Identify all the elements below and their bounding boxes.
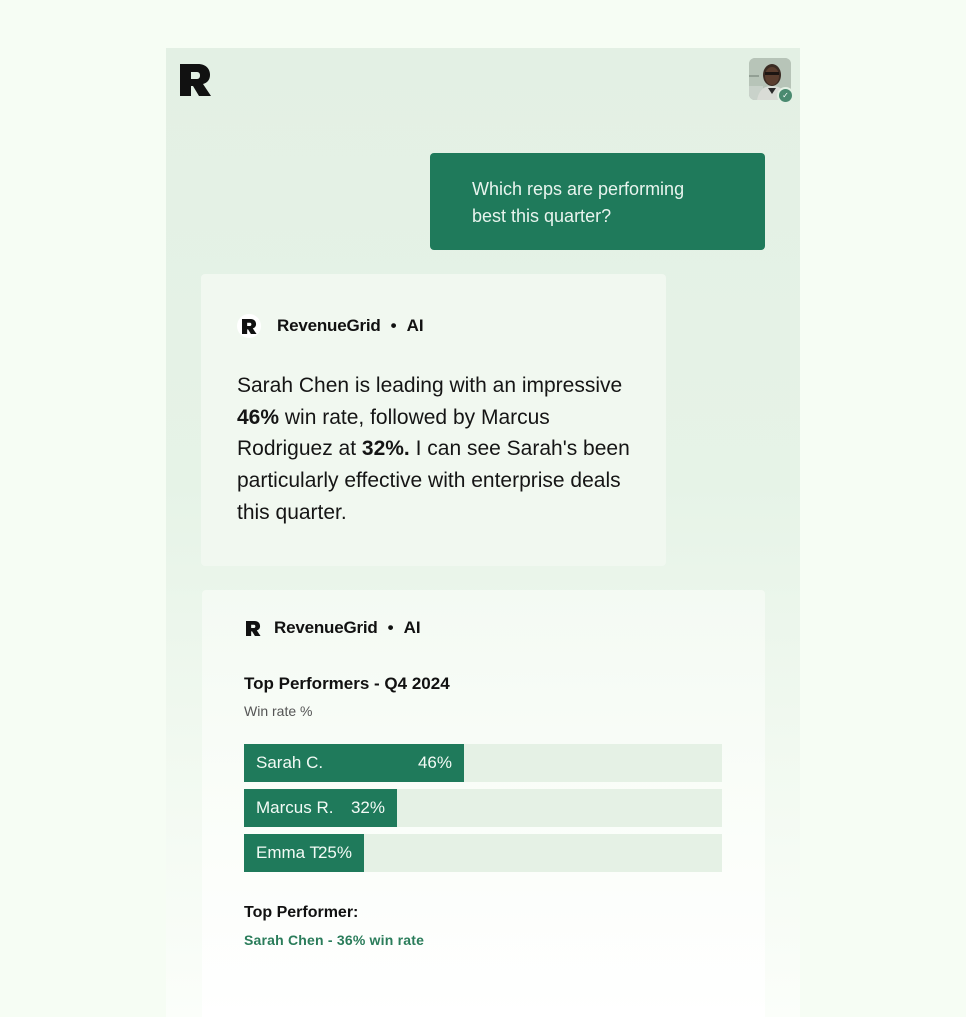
- brand-name: RevenueGrid: [274, 618, 378, 637]
- bar-label: Emma T.: [256, 843, 323, 862]
- chart-card: [202, 590, 765, 1017]
- ai-text-part: I can see Sarah's been particularly effective with enterprise deals this quarter.: [237, 437, 630, 524]
- bar-value-label: 25%: [317, 843, 352, 862]
- ai-text-highlight-second: 32%.: [361, 437, 410, 461]
- bar-fill: [244, 789, 397, 827]
- ai-text-part: win rate, followed by Marcus Rodriguez at: [237, 405, 550, 461]
- top-performer-value: Sarah Chen - 36% win rate: [244, 932, 425, 948]
- chart-brand-row: [244, 616, 421, 640]
- user-message-text: Which reps are performing best this quarter?: [472, 179, 685, 226]
- bar-row: [244, 834, 722, 872]
- ai-response-card: [201, 274, 666, 566]
- ai-tag: AI: [406, 316, 424, 335]
- ai-brand-row: [237, 314, 424, 338]
- brand-separator: •: [390, 316, 397, 335]
- bar-fill: [244, 834, 364, 872]
- revenuegrid-logo-icon[interactable]: [180, 64, 212, 96]
- chat-panel: [166, 48, 800, 1017]
- chart-subtitle: Win rate %: [244, 703, 313, 719]
- bar-row: [244, 789, 722, 827]
- bar-label: Sarah C.: [256, 753, 324, 772]
- brand-separator: •: [387, 618, 394, 637]
- bar-fill: [244, 744, 464, 782]
- verified-check-icon: ✓: [777, 87, 794, 104]
- ai-text-highlight-win-rate: 46%: [237, 405, 280, 429]
- revenuegrid-mini-logo-icon: [244, 616, 262, 640]
- bar-row: [244, 744, 722, 782]
- bar-value-label: 46%: [417, 753, 452, 772]
- brand-name: RevenueGrid: [277, 316, 381, 335]
- chart-title: Top Performers - Q4 2024: [244, 674, 450, 693]
- top-performer-label: Top Performer:: [244, 904, 359, 921]
- user-message-bubble: [430, 153, 765, 250]
- bar-value-label: 32%: [350, 798, 385, 817]
- bar-label: Marcus R.: [256, 798, 334, 817]
- ai-message-text: [237, 370, 637, 529]
- ai-text-part: Sarah Chen is leading with an impressive: [237, 374, 623, 397]
- revenuegrid-mini-logo-icon: [237, 314, 261, 338]
- ai-tag: AI: [403, 618, 421, 637]
